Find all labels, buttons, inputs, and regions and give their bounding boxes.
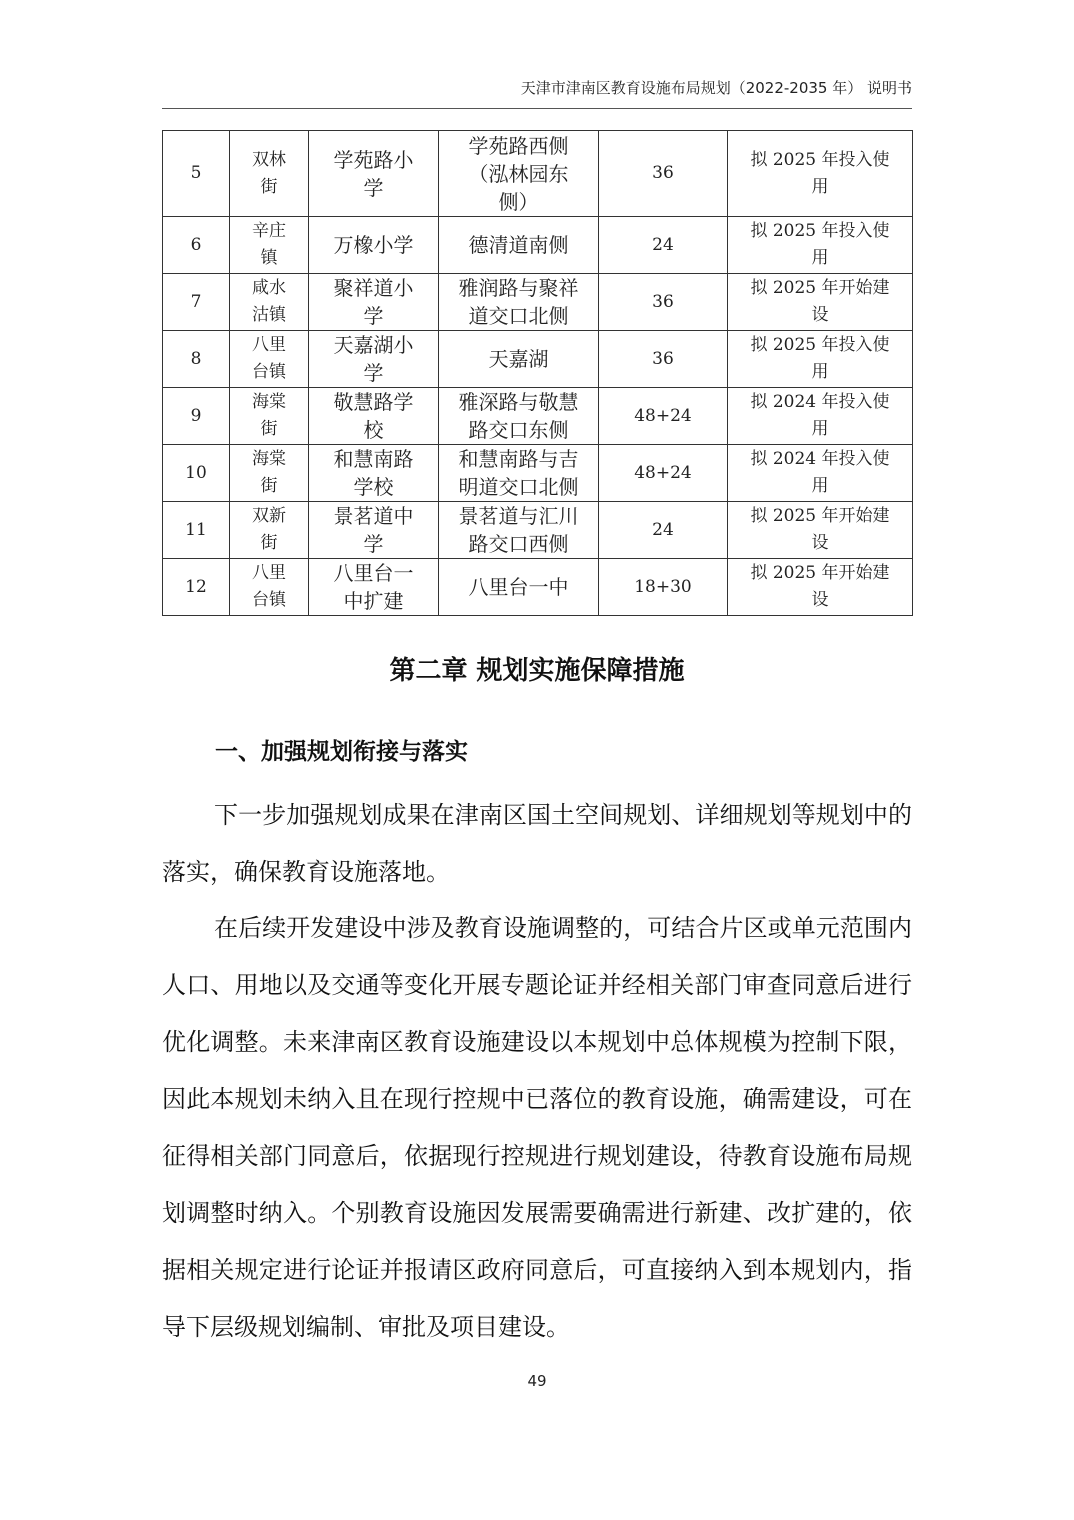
row-location: 辛庄 镇: [230, 217, 309, 274]
row-school-name: 学苑路小 学: [309, 131, 439, 217]
page-number: 49: [527, 1372, 547, 1390]
row-classes: 36: [599, 274, 728, 331]
row-classes: 24: [599, 217, 728, 274]
chapter-title: 第二章 规划实施保障措施: [389, 656, 685, 686]
row-classes: 36: [599, 131, 728, 217]
row-location: 咸水 沽镇: [230, 274, 309, 331]
row-classes: 36: [599, 331, 728, 388]
row-status: 拟 2024 年投入使 用: [728, 388, 913, 445]
row-classes: 24: [599, 502, 728, 559]
row-school-name: 和慧南路 学校: [309, 445, 439, 502]
row-school-name: 八里台一 中扩建: [309, 559, 439, 616]
row-school-name: 天嘉湖小 学: [309, 331, 439, 388]
row-site: 和慧南路与吉 明道交口北侧: [439, 445, 599, 502]
section-title: 一、加强规划衔接与落实: [215, 739, 468, 765]
row-classes: 48+24: [599, 388, 728, 445]
table-row: [163, 217, 913, 274]
row-site: 八里台一中: [439, 559, 599, 616]
row-status: 拟 2025 年开始建 设: [728, 502, 913, 559]
row-status: 拟 2025 年开始建 设: [728, 274, 913, 331]
row-number: 10: [163, 445, 230, 502]
row-site: 雅深路与敬慧 路交口东侧: [439, 388, 599, 445]
row-school-name: 万橡小学: [309, 217, 439, 274]
row-school-name: 敬慧路学 校: [309, 388, 439, 445]
table-row: [163, 445, 913, 502]
row-number: 8: [163, 331, 230, 388]
paragraph-2: 在后续开发建设中涉及教育设施调整的，可结合片区或单元范围内人口、用地以及交通等变化开展专题论证并经相关部门审查同意后进行优化调整。未来津南区教育设施建设以本规划中总体规模为控制下限，因此本规划未纳入且在现行控规中已落位的教育设施，确需建设，可在征得相关部门同意后，依据现行控规进行规划建设，待教育设施布局规划调整时纳入。个别教育设施因发展需要确需进行新建、改扩建的，依据相关规定进行论证并报请区政府同意后，可直接纳入到本规划内，指导下层级规划编制、审批及项目建设。: [162, 914, 912, 1341]
row-site: 景茗道与汇川 路交口西侧: [439, 502, 599, 559]
row-school-name: 聚祥道小 学: [309, 274, 439, 331]
row-classes: 18+30: [599, 559, 728, 616]
header-rule: [162, 108, 912, 109]
document-header: 天津市津南区教育设施布局规划（2022-2035 年） 说明书: [520, 79, 912, 97]
paragraph-1: 下一步加强规划成果在津南区国土空间规划、详细规划等规划中的落实，确保教育设施落地。: [162, 801, 912, 886]
row-site: 德清道南侧: [439, 217, 599, 274]
table-row: [163, 559, 913, 616]
row-location: 双林 街: [230, 131, 309, 217]
row-site: 天嘉湖: [439, 331, 599, 388]
row-number: 6: [163, 217, 230, 274]
row-status: 拟 2025 年投入使 用: [728, 217, 913, 274]
row-site: 雅润路与聚祥 道交口北侧: [439, 274, 599, 331]
row-status: 拟 2025 年投入使 用: [728, 331, 913, 388]
row-number: 7: [163, 274, 230, 331]
row-number: 12: [163, 559, 230, 616]
row-status: 拟 2025 年开始建 设: [728, 559, 913, 616]
table-row: [163, 274, 913, 331]
row-location: 八里 台镇: [230, 331, 309, 388]
row-school-name: 景茗道中 学: [309, 502, 439, 559]
row-site: 学苑路西侧 （泓林园东 侧）: [439, 131, 599, 217]
row-status: 拟 2024 年投入使 用: [728, 445, 913, 502]
row-location: 海棠 街: [230, 445, 309, 502]
row-location: 海棠 街: [230, 388, 309, 445]
row-number: 5: [163, 131, 230, 217]
table-row: [163, 388, 913, 445]
facility-table: [162, 130, 913, 616]
row-location: 八里 台镇: [230, 559, 309, 616]
row-status: 拟 2025 年投入使 用: [728, 131, 913, 217]
table-row: [163, 331, 913, 388]
row-number: 9: [163, 388, 230, 445]
table-row: [163, 502, 913, 559]
row-location: 双新 街: [230, 502, 309, 559]
table-row: [163, 131, 913, 217]
row-classes: 48+24: [599, 445, 728, 502]
row-number: 11: [163, 502, 230, 559]
